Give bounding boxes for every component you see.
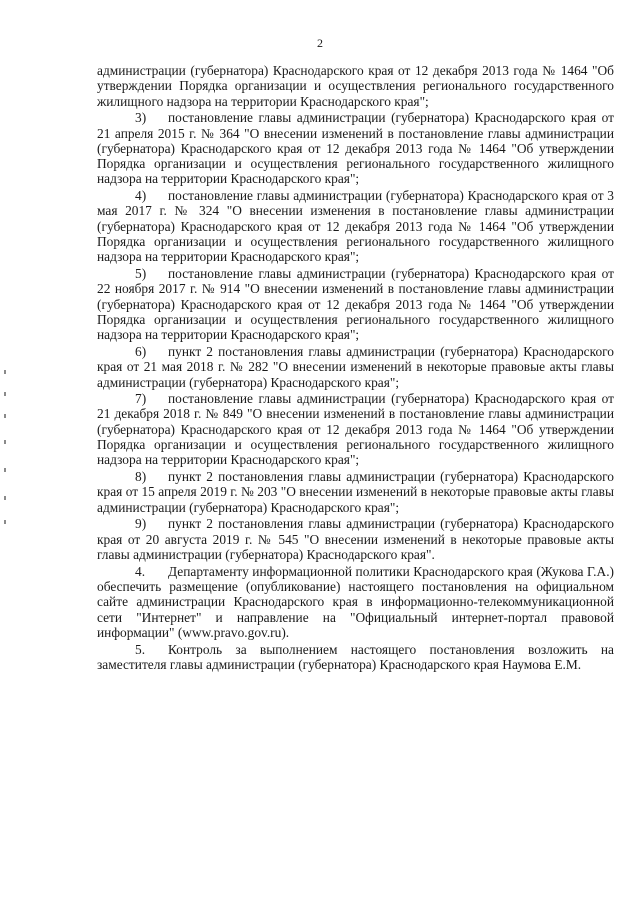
list-item-text: постановление главы администрации (губернатора) Краснодарского края от 21 декабря 2018 г. № 849 "О внесении изменений в постановление главы администрации (губернатора) Краснодарского края от 12 декабря 2013 года № 1464 "Об утверждении Порядка организации и осуществления регионального государственного жилищного надзора на территории Краснодарского края"; [97,391,614,468]
list-item-number: 5) [135,266,147,282]
list-item-number: 7) [135,391,147,407]
list-item-text: пункт 2 постановления главы администрации (губернатора) Краснодарского края от 15 апреля 2019 г. № 203 "О внесении изменений в некоторые правовые акты главы администрации (губернатора) Краснодарского края"; [97,469,614,515]
list-item-number: 3) [135,110,147,126]
list-item-7 [97,391,614,467]
section-5 [97,642,614,673]
list-item-3 [97,110,614,186]
list-item-number: 6) [135,343,147,359]
list-item-text: пункт 2 постановления главы администрации (губернатора) Краснодарского края от 21 мая 2018 г. № 282 "О внесении изменений в некоторые правовые акты главы администрации (губернатора) Краснодарского края"; [97,343,614,390]
section-number: 4. [135,563,146,579]
section-number: 5. [135,641,146,657]
paragraph-text: администрации (губернатора) Краснодарского края от 12 декабря 2013 года № 1464 "Об утверждении Порядка организации и осуществления регионального государственного жилищного надзора на территории Краснодарского края"; [97,63,614,109]
list-item-number: 8) [135,469,147,485]
list-item-number: 9) [135,516,147,532]
paragraph-continuation [97,63,614,109]
list-item-4 [97,188,614,264]
section-text: Департаменту информационной политики Краснодарского края (Жукова Г.А.) обеспечить размещение (опубликование) настоящего постановления на официальном сайте администрации Краснодарского края в информационно-телекоммуникационной сети "Интернет" и направление на "Официальный интернет-портал правовой информации" (www.pravo.gov.ru). [97,563,614,640]
page-number: 2 [317,36,323,50]
list-item-text: постановление главы администрации (губернатора) Краснодарского края от 21 апреля 2015 г. № 364 "О внесении изменений в постановление главы администрации (губернатора) Краснодарского края от 12 декабря 2013 года № 1464 "Об утверждении Порядка организации и осуществления регионального государственного жилищного надзора на территории Краснодарского края"; [97,110,614,187]
section-4 [97,564,614,640]
list-item-5 [97,266,614,342]
list-item-text: пункт 2 постановления главы администрации (губернатора) Краснодарского края от 20 августа 2019 г. № 545 "О внесении изменений в некоторые правовые акты главы администрации (губернатора) Краснодарского края". [97,516,614,562]
document-body [97,63,614,672]
scan-binding-marks [4,370,8,530]
list-item-8 [97,469,614,515]
section-text: Контроль за выполнением настоящего постановления возложить на заместителя главы администрации (губернатора) Краснодарского края Наумова Е.М. [97,641,614,672]
list-item-6 [97,344,614,390]
list-item-text: постановление главы администрации (губернатора) Краснодарского края от 3 мая 2017 г. № 324 "О внесении изменения в постановление главы администрации (губернатора) Краснодарского края от 12 декабря 2013 года № 1464 "Об утверждении Порядка организации и осуществления регионального государственного жилищного надзора на территории Краснодарского края"; [97,188,614,265]
list-item-9 [97,516,614,562]
list-item-number: 4) [135,188,147,204]
list-item-text: постановление главы администрации (губернатора) Краснодарского края от 22 ноября 2017 г. № 914 "О внесении изменений в постановление главы администрации (губернатора) Краснодарского края от 12 декабря 2013 года № 1464 "Об утверждении Порядка организации и осуществления регионального государственного жилищного надзора на территории Краснодарского края"; [97,266,614,343]
